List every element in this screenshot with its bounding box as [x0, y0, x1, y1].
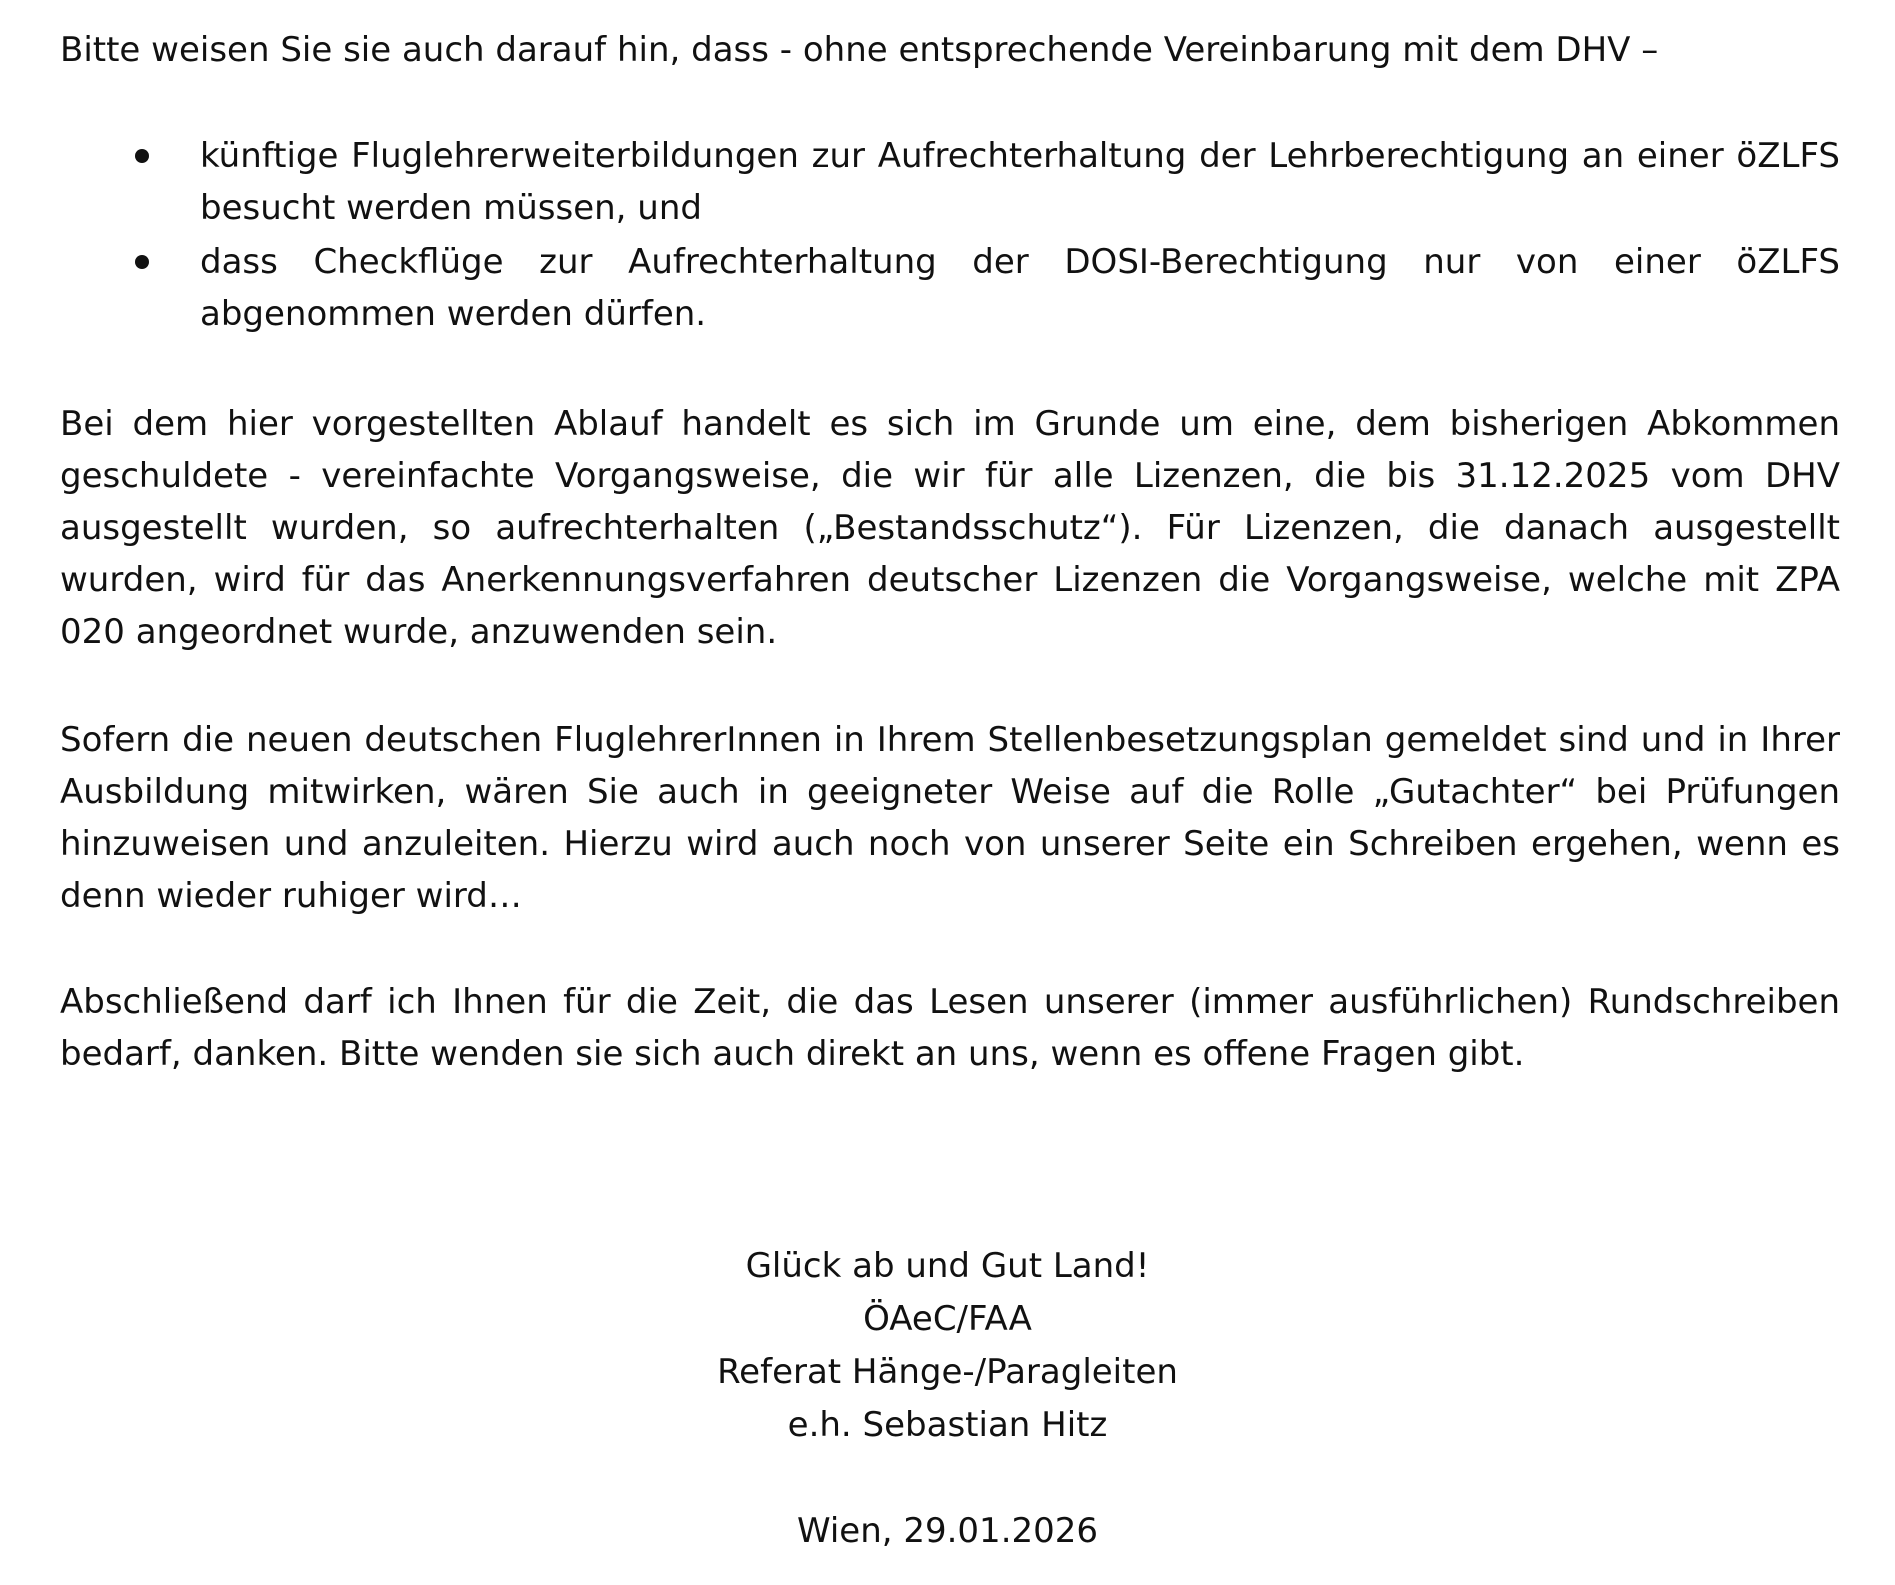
- requirements-list: [60, 130, 1840, 342]
- signatory: e.h. Sebastian Hitz: [787, 1405, 1108, 1445]
- intro-text: Bitte weisen Sie sie auch darauf hin, dass - ohne entsprechende Vereinbarung mit dem DHV –: [60, 30, 1659, 70]
- list-item-text: dass Checkflüge zur Aufrechterhaltung der DOSI-Berechtigung nur von einer öZLFS abgenommen werden dürfen.: [200, 242, 1840, 334]
- paragraph-instructors: Sofern die neuen deutschen FluglehrerInnen in Ihrem Stellenbesetzungsplan gemeldet sind und in Ihrer Ausbildung mitwirken, wären Sie auch in geeigneter Weise auf die Rolle „Gutachter“ bei Prüfungen hinzuweisen und anzuleiten. Hierzu wird auch noch von unserer Seite ein Schreiben ergehen, wenn es denn wieder ruhiger wird…: [60, 720, 1840, 916]
- greeting: Glück ab und Gut Land!: [745, 1246, 1150, 1286]
- signature-block: [0, 1240, 1895, 1452]
- paragraph-procedure: Bei dem hier vorgestellten Ablauf handelt es sich im Grunde um eine, dem bisherigen Abkommen geschuldete - vereinfachte Vorgangsweise, die wir für alle Lizenzen, die bis 31.12.2025 vom DHV ausgestellt wurden, so aufrechterhalten („Bestandsschutz“). Für Lizenzen, die danach ausgestellt wurden, wird für das Anerkennungsverfahren deutscher Lizenzen die Vorgangsweise, welche mit ZPA 020 angeordnet wurde, anzuwenden sein.: [60, 404, 1840, 652]
- list-item: [60, 236, 1840, 340]
- organization: ÖAeC/FAA: [863, 1299, 1032, 1339]
- bullet-icon: [135, 255, 149, 269]
- place-date: Wien, 29.01.2026: [796, 1511, 1099, 1551]
- paragraph-thanks: Abschließend darf ich Ihnen für die Zeit, die das Lesen unserer (immer ausführlichen) Rundschreiben bedarf, danken. Bitte wenden sie sich auch direkt an uns, wenn es offene Fragen gibt.: [60, 982, 1840, 1074]
- list-item-text: künftige Fluglehrerweiterbildungen zur Aufrechterhaltung der Lehrberechtigung an einer öZLFS besucht werden müssen, und: [200, 136, 1840, 228]
- list-item: [60, 130, 1840, 234]
- bullet-icon: [135, 149, 149, 163]
- department: Referat Hänge-/Paragleiten: [717, 1352, 1178, 1392]
